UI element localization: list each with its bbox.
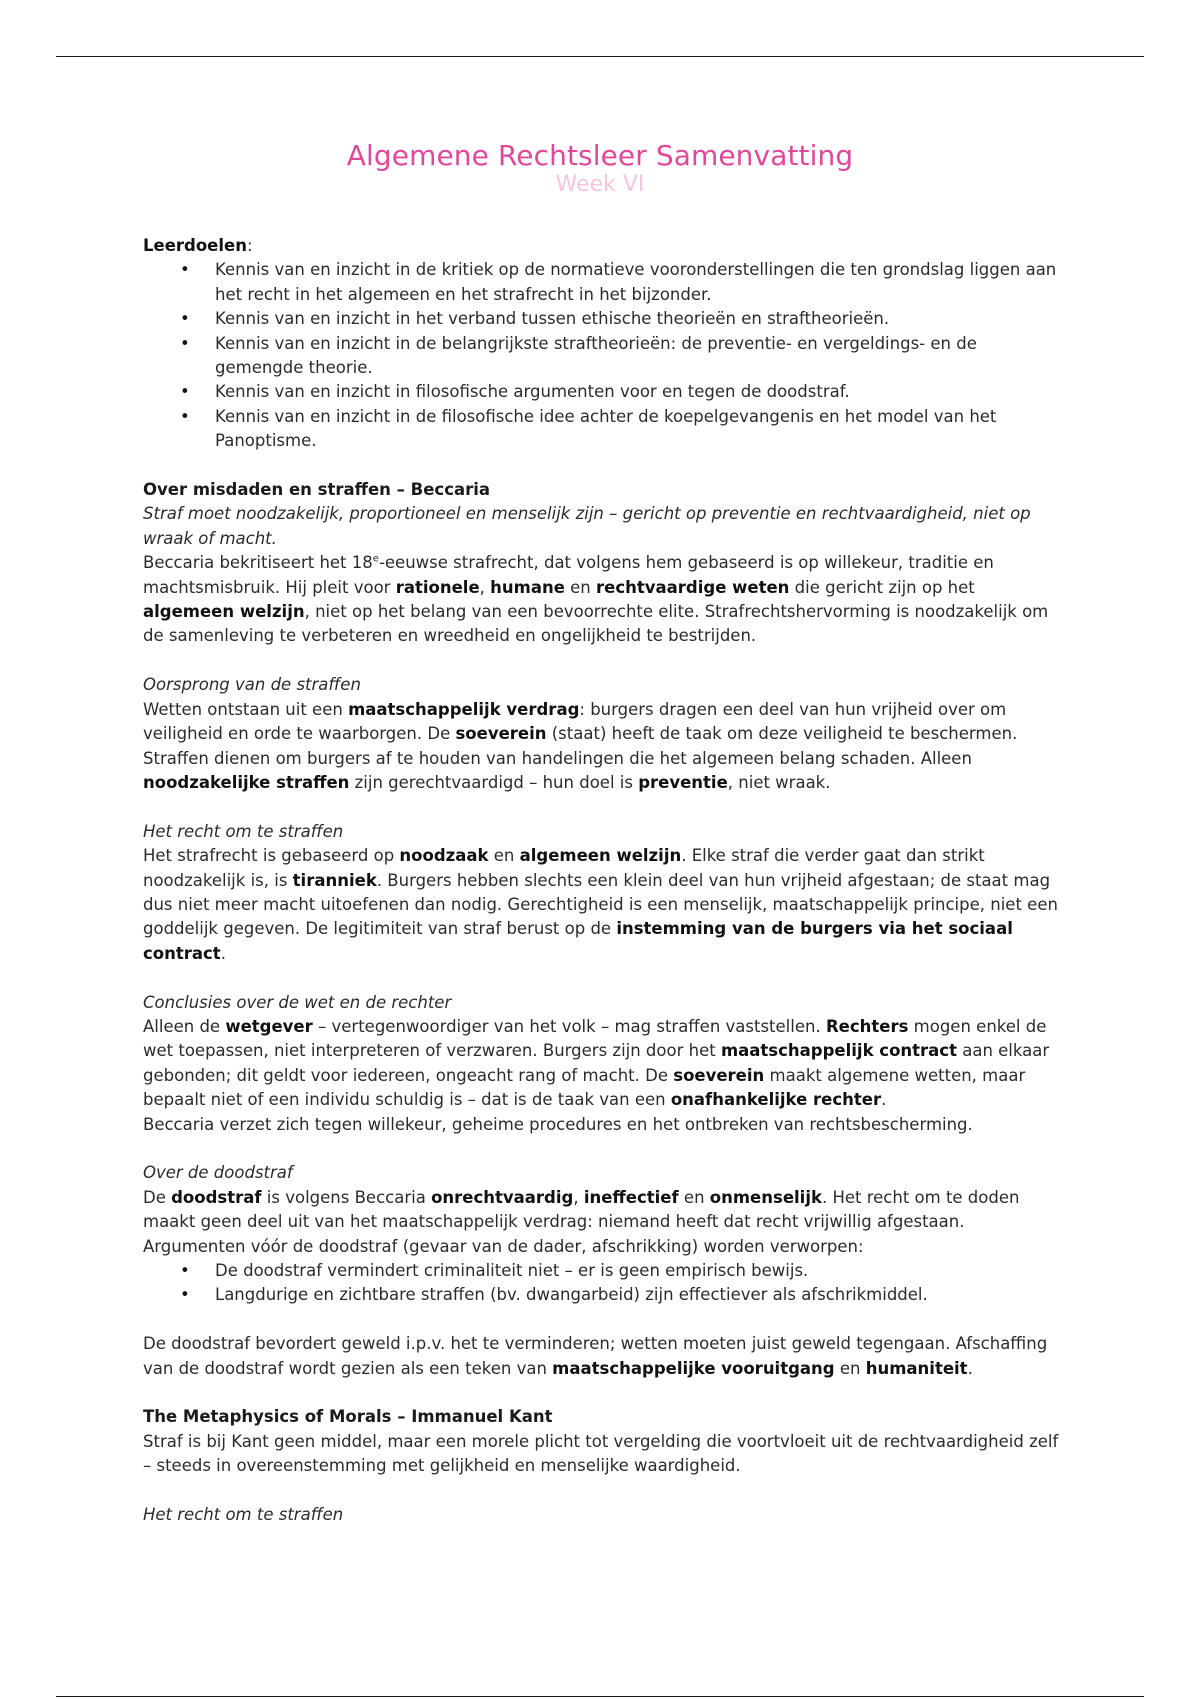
- subheading-origin: Oorsprong van de straffen: [143, 675, 361, 695]
- list-item: • Langdurige en zichtbare straffen (bv. dwangarbeid) zijn effectiever als afschrikmiddel.: [215, 1283, 1063, 1307]
- paragraph-kant-intro: Straf is bij Kant geen middel, maar een morele plicht tot vergelding die voortvloeit uit de rechtvaardigheid zelf – steeds in overeenstemming met gelijkheid en menselijke waardigheid.: [143, 1431, 1059, 1476]
- death-penalty-list: [143, 1259, 1063, 1308]
- paragraph-conclusions: Alleen de wetgever – vertegenwoordiger van het volk – mag straffen vaststellen. Rechters mogen enkel de wet toepassen, niet interpreteren of verzwaren. Burgers zijn door het maatschappelijk contract aan elkaar gebonden; dit geldt voor iedereen, ongeacht rang of macht. De soeverein maakt algemene wetten, maar bepaalt niet of een individu schuldig is – dat is de taak van een onafhankelijke rechter.: [143, 1016, 1050, 1110]
- document-title: Algemene Rechtsleer Samenvatting: [346, 139, 854, 172]
- paragraph-death-penalty-conclusion: De doodstraf bevordert geweld i.p.v. het te verminderen; wetten moeten juist geweld tegengaan. Afschaffing van de doodstraf wordt gezien als een teken van maatschappelijke vooruitgang en humaniteit.: [143, 1334, 1048, 1378]
- paragraph-conclusions-2: Beccaria verzet zich tegen willekeur, geheime procedures en het ontbreken van rechtsbescherming.: [143, 1114, 973, 1134]
- subheading-death-penalty: Over de doodstraf: [143, 1163, 293, 1183]
- paragraph-right-to-punish: Het strafrecht is gebaseerd op noodzaak en algemeen welzijn. Elke straf die verder gaat dan strikt noodzakelijk is, is tiranniek. Burgers hebben slechts een klein deel van hun vrijheid afgestaan; de staat mag dus niet meer macht uitoefenen dan nodig. Gerechtigheid is een menselijk, maatschappelijk principe, niet een goddelijk gegeven. De legitimiteit van straf berust op de instemming van de burgers via het sociaal contract.: [143, 846, 1058, 963]
- beccaria-intro: Beccaria bekritiseert het 18e-eeuwse strafrecht, dat volgens hem gebaseerd is op willekeur, traditie en machtsmisbruik. Hij pleit voor rationele, humane en rechtvaardige weten die gericht zijn op het algemeen welzijn, niet op het belang van een bevoorrechte elite. Strafrechtshervorming is noodzakelijk om de samenleving te verbeteren en wreedheid en ongelijkheid te bestrijden.: [143, 553, 1049, 646]
- title-block: [0, 140, 1200, 197]
- list-item: • Kennis van en inzicht in de kritiek op de normatieve vooronderstellingen die ten grondslag liggen aan het recht in het algemeen en het strafrecht in het bijzonder.: [215, 258, 1063, 307]
- section-tagline: Straf moet noodzakelijk, proportioneel en menselijk zijn – gericht op preventie en rechtvaardigheid, niet op wraak of macht.: [143, 504, 1031, 548]
- header-rule: [56, 56, 1144, 57]
- list-item: • Kennis van en inzicht in de filosofische idee achter de koepelgevangenis en het model van het Panoptisme.: [215, 405, 1063, 454]
- subheading-right-to-punish: Het recht om te straffen: [143, 821, 344, 841]
- objectives-heading: Leerdoelen: [143, 236, 247, 255]
- objectives-list: [143, 258, 1063, 453]
- subheading-conclusions: Conclusies over de wet en de rechter: [143, 992, 452, 1012]
- section-heading-kant: The Metaphysics of Morals – Immanuel Kant: [143, 1407, 553, 1427]
- objectives-label: Leerdoelen:: [143, 236, 253, 255]
- list-item: • Kennis van en inzicht in de belangrijkste straftheorieën: de preventie- en vergeldings- en de gemengde theorie.: [215, 332, 1063, 381]
- list-item: • Kennis van en inzicht in filosofische argumenten voor en tegen de doodstraf.: [215, 380, 1063, 404]
- footer-rule: [56, 1696, 1144, 1697]
- paragraph-death-penalty: De doodstraf is volgens Beccaria onrechtvaardig, ineffectief en onmenselijk. Het recht om te doden maakt geen deel uit van het maatschappelijk verdrag: niemand heeft dat recht vrijwillig afgestaan. Argumenten vóór de doodstraf (gevaar van de dader, afschrikking) worden verworpen:: [143, 1187, 1020, 1256]
- document-subtitle: Week VI: [555, 172, 645, 198]
- section-heading-beccaria: Over misdaden en straffen – Beccaria: [143, 480, 491, 500]
- subheading-kant-right-to-punish: Het recht om te straffen: [143, 1505, 344, 1524]
- list-item: • De doodstraf vermindert criminaliteit niet – er is geen empirisch bewijs.: [215, 1259, 1063, 1283]
- paragraph-origin: Wetten ontstaan uit een maatschappelijk verdrag: burgers dragen een deel van hun vrijheid over om veiligheid en orde te waarborgen. De soeverein (staat) heeft de taak om deze veiligheid te beschermen. Straffen dienen om burgers af te houden van handelingen die het algemeen belang schaden. Alleen noodzakelijke straffen zijn gerechtvaardigd – hun doel is preventie, niet wraak.: [143, 699, 1018, 792]
- list-item: • Kennis van en inzicht in het verband tussen ethische theorieën en straftheorieën.: [215, 307, 1063, 331]
- document-body: [143, 234, 1063, 1527]
